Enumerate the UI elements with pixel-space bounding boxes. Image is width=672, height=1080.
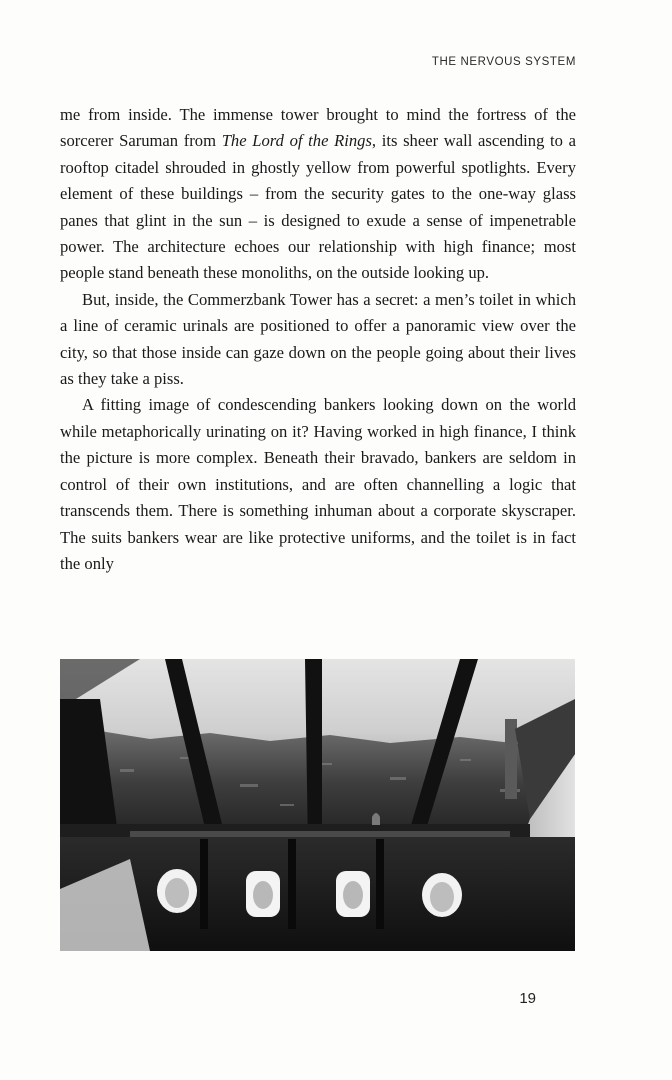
urinal-1 [157,869,197,913]
urinals-with-city-view-photo [60,659,575,951]
paragraph-1 [60,102,576,287]
running-head: THE NERVOUS SYSTEM [431,56,576,68]
paragraph-1-segment-1: me from inside. The immense tower brought to mind the fortress of the sorcerer Saruman from [60,105,576,151]
photo-graphic [60,659,575,951]
urinal-3 [336,871,370,917]
book-title-italic: The Lord of the Rings [221,131,372,151]
paragraph-3 [60,392,576,577]
body-text [60,102,576,577]
urinal-4 [422,873,462,917]
urinal-2 [246,871,280,917]
paragraph-1-segment-3: , its sheer wall ascending to a rooftop citadel shrouded in ghostly yellow from powerful spotlights. Every element of these buildings – from the security gates to the one-way glass panes that glint in the sun – is designed to exude a sense of impenetrable power. The architecture echoes our relationship with high finance; most people stand beneath these monoliths, on the outside looking up. [60,131,576,283]
paragraph-2-text: But, inside, the Commerzbank Tower has a secret: a men’s toilet in which a line of ceramic urinals are positioned to offer a panoramic view over the city, so that those inside can gaze down on the people going about their lives as they take a piss. [60,289,576,389]
distant-tower [505,719,517,799]
ledge-highlight [130,831,510,837]
page-number: 19 [519,990,536,1007]
paragraph-3-text: A fitting image of condescending bankers looking down on the world while metaphorically urinating on it? Having worked in high finance, I think the picture is more complex. Beneath their bravado, bankers are seldom in control of their own institutions, and are often channelling a logic that transcends them. There is something inhuman about a corporate skyscraper. The suits bankers wear are like protective uniforms, and the toilet is in fact the only [60,395,576,573]
paragraph-2 [60,287,576,393]
